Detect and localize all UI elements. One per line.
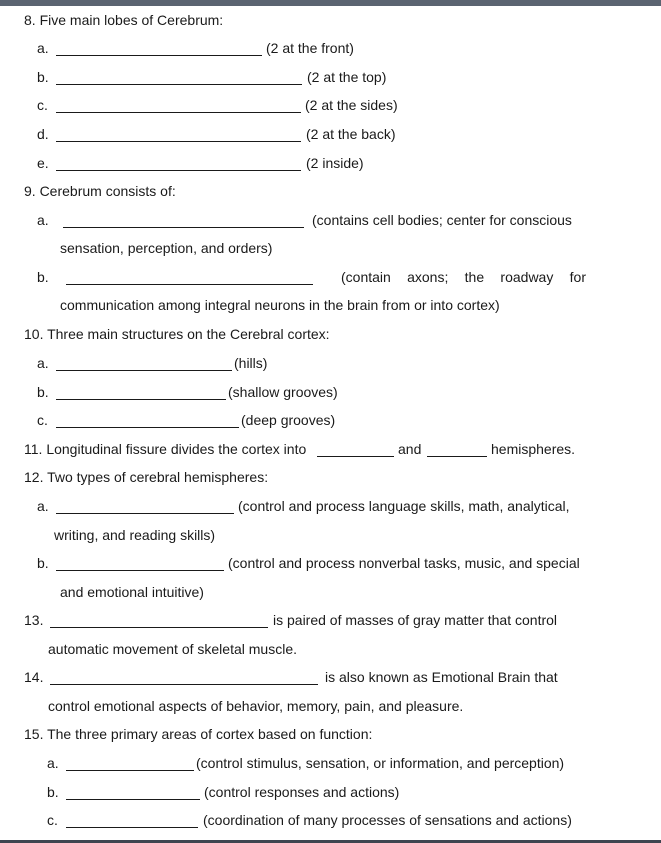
q8-b-blank[interactable] xyxy=(56,84,302,85)
q9-a-hint: (contains cell bodies; center for conscious xyxy=(312,212,572,228)
q11-second-blank[interactable] xyxy=(427,456,487,457)
q14-continuation: control emotional aspects of behavior, memory, pain, and pleasure. xyxy=(48,698,464,714)
q9-title: 9. Cerebrum consists of: xyxy=(24,183,176,199)
q8-b-hint: (2 at the top) xyxy=(307,69,387,85)
q10-b-blank[interactable] xyxy=(56,399,226,400)
q9-b-blank[interactable] xyxy=(66,284,313,285)
q9-b-hint xyxy=(341,268,586,286)
q8-d-blank[interactable] xyxy=(56,141,301,142)
q15-c-blank[interactable] xyxy=(66,827,198,828)
q10-a-letter: a. xyxy=(37,355,49,371)
q9-b-continuation: communication among integral neurons in the brain from or into cortex) xyxy=(60,297,500,313)
q15-a-letter: a. xyxy=(47,755,59,771)
q8-d-hint: (2 at the back) xyxy=(306,126,396,142)
q9-b-hint-word: (contain xyxy=(341,269,391,285)
q12-b-letter: b. xyxy=(37,555,49,571)
q15-a-hint: (control stimulus, sensation, or information, and perception) xyxy=(196,755,565,771)
q13-number: 13. xyxy=(24,612,44,628)
q10-c-hint: (deep grooves) xyxy=(241,412,336,428)
q15-b-hint: (control responses and actions) xyxy=(204,784,400,800)
q8-a-blank[interactable] xyxy=(56,55,262,56)
q8-a-letter: a. xyxy=(37,40,49,56)
q10-c-blank[interactable] xyxy=(56,427,239,428)
q8-c-hint: (2 at the sides) xyxy=(305,97,398,113)
q10-title: 10. Three main structures on the Cerebral cortex: xyxy=(24,326,330,342)
q12-b-continuation: and emotional intuitive) xyxy=(60,584,204,600)
q12-b-blank[interactable] xyxy=(56,570,224,571)
q10-c-letter: c. xyxy=(37,412,48,428)
q9-a-blank[interactable] xyxy=(63,227,304,228)
q12-a-letter: a. xyxy=(37,498,49,514)
q8-c-letter: c. xyxy=(37,97,48,113)
q12-a-continuation: writing, and reading skills) xyxy=(54,527,216,543)
q8-d-letter: d. xyxy=(37,126,49,142)
q9-b-hint-word: roadway xyxy=(500,269,554,285)
top-edge-bar xyxy=(0,0,661,6)
q8-b-letter: b. xyxy=(37,69,49,85)
q9-a-continuation: sensation, perception, and orders) xyxy=(60,240,273,256)
q8-title: 8. Five main lobes of Cerebrum: xyxy=(24,12,224,28)
q12-a-hint: (control and process language skills, math, analytical, xyxy=(238,498,570,514)
q9-a-letter: a. xyxy=(37,212,49,228)
q14-number: 14. xyxy=(24,669,44,685)
q8-e-letter: e. xyxy=(37,155,49,171)
q10-b-hint: (shallow grooves) xyxy=(228,384,338,400)
q12-title: 12. Two types of cerebral hemispheres: xyxy=(24,469,269,485)
q11-first-blank[interactable] xyxy=(317,456,394,457)
q15-b-blank[interactable] xyxy=(66,799,200,800)
q13-text: is paired of masses of gray matter that control xyxy=(273,612,558,628)
q14-blank[interactable] xyxy=(50,684,318,685)
q10-a-hint: (hills) xyxy=(234,355,268,371)
q15-c-hint: (coordination of many processes of sensations and actions) xyxy=(203,812,572,828)
q9-b-letter: b. xyxy=(37,269,49,285)
q8-c-blank[interactable] xyxy=(56,112,301,113)
q15-title: 15. The three primary areas of cortex based on function: xyxy=(24,726,373,742)
q13-continuation: automatic movement of skeletal muscle. xyxy=(48,641,297,657)
q15-b-letter: b. xyxy=(47,784,59,800)
q11-text-end: hemispheres. xyxy=(491,441,576,457)
q9-b-hint-word: the xyxy=(464,269,485,285)
q10-a-blank[interactable] xyxy=(56,370,232,371)
q15-a-blank[interactable] xyxy=(66,770,194,771)
q15-c-letter: c. xyxy=(47,812,58,828)
q8-a-hint: (2 at the front) xyxy=(266,40,354,56)
q11-text-start: 11. Longitudinal fissure divides the cortex into xyxy=(24,441,307,457)
q9-b-hint-word: for xyxy=(569,269,586,285)
q12-a-blank[interactable] xyxy=(56,513,234,514)
q9-b-hint-word: axons; xyxy=(407,269,449,285)
q10-b-letter: b. xyxy=(37,384,49,400)
q12-b-hint: (control and process nonverbal tasks, music, and special xyxy=(228,555,580,571)
q8-e-hint: (2 inside) xyxy=(306,155,364,171)
q14-text: is also known as Emotional Brain that xyxy=(325,669,558,685)
q13-blank[interactable] xyxy=(50,627,268,628)
q11-text-mid: and xyxy=(398,441,422,457)
q8-e-blank[interactable] xyxy=(56,170,301,171)
